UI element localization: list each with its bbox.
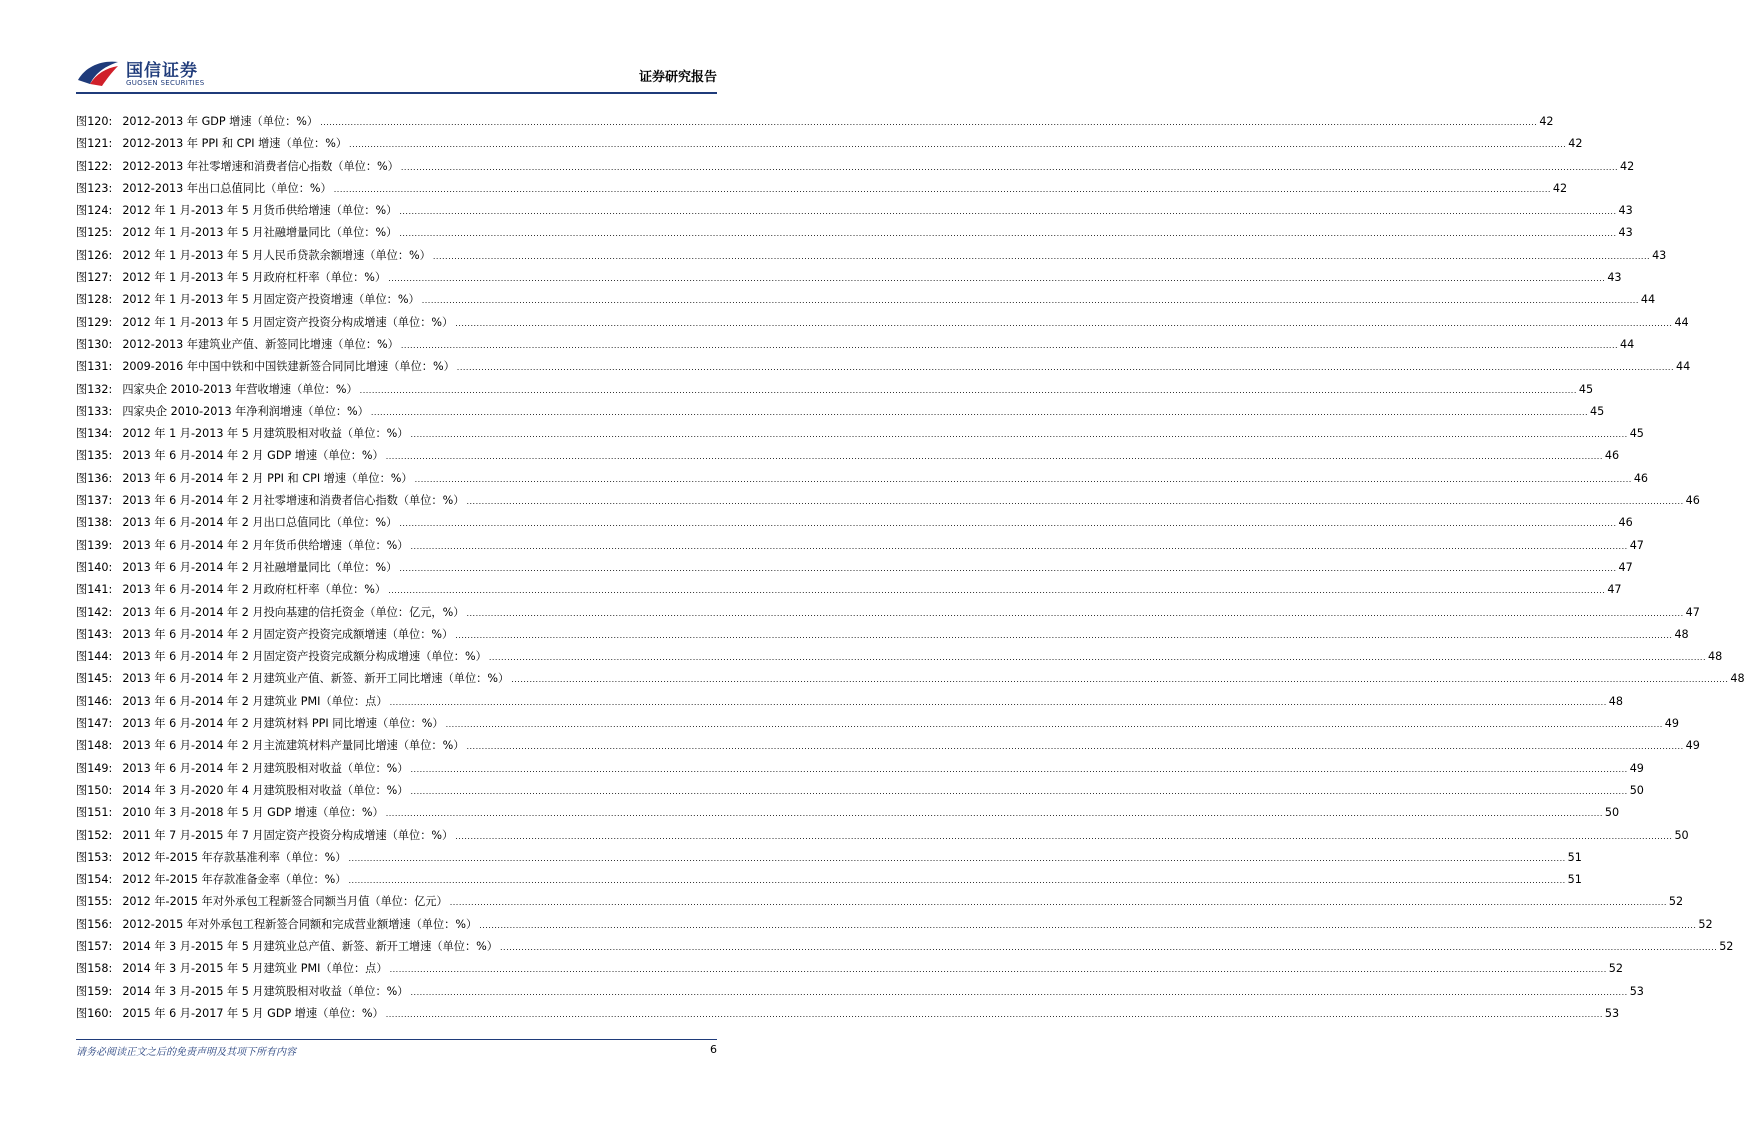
toc-leader-dots: ................................................................................................................................................................................................................................................................................................................................................................................................................ [399, 229, 1617, 239]
toc-entry[interactable] [76, 713, 1680, 735]
toc-leader-dots: ................................................................................................................................................................................................................................................................................................................................................................................................................ [359, 385, 1577, 395]
toc-entry-title[interactable]: 2012-2013 年社零增速和消费者信心指数（单位：%） [122, 159, 399, 173]
toc-entry-page[interactable]: 44 [1674, 315, 1689, 329]
toc-entry[interactable] [76, 557, 1633, 579]
toc-entry[interactable] [76, 691, 1623, 713]
toc-entry-page[interactable]: 46 [1685, 494, 1700, 508]
toc-entry-page[interactable]: 46 [1604, 449, 1620, 463]
toc-entry[interactable] [76, 490, 1700, 512]
toc-leader-dots: ................................................................................................................................................................................................................................................................................................................................................................................................................ [348, 876, 1566, 886]
toc-entry[interactable] [76, 958, 1623, 980]
toc-entry-label: 图140: [76, 560, 113, 574]
toc-entry-title[interactable]: 2012 年 1 月-2013 年 5 月建筑股相对收益（单位：%） [122, 427, 409, 441]
toc-entry[interactable] [76, 825, 1689, 847]
toc-entry-title[interactable]: 2011 年 7 月-2015 年 7 月固定资产投资分构成增速（单位：%） [122, 828, 454, 842]
toc-leader-dots: ................................................................................................................................................................................................................................................................................................................................................................................................................ [399, 519, 1617, 529]
toc-entry-label: 图148: [76, 739, 113, 753]
toc-entry-label: 图153: [76, 850, 113, 864]
toc-entry-label: 图124: [76, 204, 113, 218]
toc-leader-dots: ................................................................................................................................................................................................................................................................................................................................................................................................................ [388, 586, 1606, 596]
toc-entry-page[interactable]: 43 [1652, 248, 1667, 262]
toc-entry-page[interactable]: 50 [1674, 828, 1689, 842]
toc-entry-page[interactable]: 48 [1708, 650, 1723, 664]
toc-entry-page[interactable]: 44 [1675, 360, 1691, 374]
toc-entry-title[interactable]: 2012 年-2015 年存款准备金率（单位：%） [122, 873, 347, 887]
toc-entry-label: 图121: [76, 137, 113, 151]
toc-leader-dots: ................................................................................................................................................................................................................................................................................................................................................................................................................ [466, 497, 1684, 507]
toc-entry[interactable] [76, 780, 1644, 802]
report-type-label: 证券研究报告 [638, 70, 717, 85]
toc-entry[interactable] [76, 512, 1633, 534]
toc-entry[interactable] [76, 200, 1633, 222]
toc-entry-label: 图157: [76, 939, 113, 953]
toc-entry-title[interactable]: 2013 年 6 月-2014 年 2 月社融增量同比（单位：%） [122, 560, 398, 574]
toc-leader-dots: ................................................................................................................................................................................................................................................................................................................................................................................................................ [349, 140, 1567, 150]
toc-entry-label: 图126: [76, 248, 113, 262]
toc-entry-label: 图130: [76, 337, 113, 351]
toc-entry-title[interactable]: 2012-2013 年建筑业产值、新签同比增速（单位：%） [122, 337, 399, 351]
toc-entry-page[interactable]: 48 [1608, 694, 1623, 708]
toc-entry-title[interactable]: 2014 年 3 月-2015 年 5 月建筑业总产值、新签、新开工增速（单位：%） [122, 939, 498, 953]
toc-entry-page[interactable]: 51 [1567, 873, 1582, 887]
toc-entry-page[interactable]: 48 [1730, 672, 1745, 686]
toc-entry-label: 图120: [76, 115, 113, 128]
toc-entry-page[interactable]: 45 [1590, 404, 1605, 418]
toc-entry-page[interactable]: 50 [1604, 806, 1620, 820]
toc-entry-label: 图132: [76, 382, 113, 396]
toc-leader-dots: ................................................................................................................................................................................................................................................................................................................................................................................................................ [432, 251, 1651, 261]
toc-entry-title[interactable]: 2012 年 1 月-2013 年 5 月货币供给增速（单位：%） [122, 204, 398, 218]
toc-entry[interactable] [76, 156, 1635, 178]
logo-chinese-name: 国信证券 [126, 61, 198, 81]
toc-leader-dots: ................................................................................................................................................................................................................................................................................................................................................................................................................ [400, 162, 1619, 172]
toc-entry-title[interactable]: 2012 年 1 月-2013 年 5 月人民币贷款余额增速（单位：%） [122, 248, 431, 262]
toc-entry-page[interactable]: 42 [1620, 159, 1635, 173]
toc-entry-title[interactable]: 2014 年 3 月-2015 年 5 月建筑业 PMI（单位：点） [122, 962, 388, 976]
toc-entry-label: 图158: [76, 962, 113, 976]
header-divider [76, 92, 717, 94]
toc-leader-dots: ................................................................................................................................................................................................................................................................................................................................................................................................................ [511, 675, 1729, 685]
toc-entry-title[interactable]: 2013 年 6 月-2014 年 2 月政府杠杆率（单位：%） [122, 583, 387, 597]
toc-entry-page[interactable]: 47 [1607, 583, 1622, 597]
toc-entry-page[interactable]: 43 [1607, 271, 1622, 285]
toc-entry[interactable] [76, 356, 1691, 378]
toc-entry-label: 图129: [76, 315, 113, 329]
toc-entry-label: 图160: [76, 1006, 113, 1020]
toc-leader-dots: ................................................................................................................................................................................................................................................................................................................................................................................................................ [455, 318, 1673, 328]
toc-entry-page[interactable]: 45 [1578, 382, 1594, 396]
figure-table-of-contents [76, 111, 1745, 1025]
toc-entry-title[interactable]: 2013 年 6 月-2014 年 2 月建筑股相对收益（单位：%） [122, 761, 409, 775]
toc-entry-label: 图156: [76, 917, 113, 931]
toc-entry[interactable] [76, 602, 1700, 624]
toc-entry-title[interactable]: 2013 年 6 月-2014 年 2 月出口总值同比（单位：%） [122, 516, 398, 530]
toc-leader-dots: ................................................................................................................................................................................................................................................................................................................................................................................................................ [399, 563, 1617, 573]
toc-leader-dots: ................................................................................................................................................................................................................................................................................................................................................................................................................ [399, 207, 1617, 217]
toc-leader-dots: ................................................................................................................................................................................................................................................................................................................................................................................................................ [385, 809, 1603, 819]
toc-entry[interactable] [76, 178, 1568, 200]
toc-entry-page[interactable]: 43 [1618, 226, 1633, 240]
toc-entry[interactable] [76, 869, 1582, 891]
toc-entry-title[interactable]: 2012-2013 年 GDP 增速（单位：%） [122, 115, 319, 128]
toc-entry-label: 图135: [76, 449, 113, 463]
toc-entry-page[interactable]: 47 [1629, 538, 1644, 552]
toc-entry-page[interactable]: 49 [1664, 717, 1680, 731]
toc-entry[interactable] [76, 624, 1689, 646]
toc-entry-label: 图122: [76, 159, 113, 173]
toc-entry-title[interactable]: 2015 年 6 月-2017 年 5 月 GDP 增速（单位：%） [122, 1006, 384, 1020]
toc-entry[interactable] [76, 646, 1723, 668]
footer-divider [76, 1039, 717, 1040]
toc-leader-dots: ................................................................................................................................................................................................................................................................................................................................................................................................................ [456, 363, 1674, 373]
toc-entry-title[interactable]: 2014 年 3 月-2020 年 4 月建筑股相对收益（单位：%） [122, 783, 409, 797]
toc-entry-title[interactable]: 2012-2013 年 PPI 和 CPI 增速（单位：%） [122, 137, 348, 151]
toc-leader-dots: ................................................................................................................................................................................................................................................................................................................................................................................................................ [466, 608, 1684, 618]
toc-entry-title[interactable]: 2012 年 1 月-2013 年 5 月固定资产投资增速（单位：%） [122, 293, 420, 307]
page-number: 6 [710, 1043, 717, 1056]
toc-leader-dots: ................................................................................................................................................................................................................................................................................................................................................................................................................ [388, 274, 1606, 284]
toc-entry[interactable] [76, 847, 1582, 869]
toc-entry[interactable] [76, 133, 1583, 155]
toc-entry-page[interactable]: 46 [1633, 471, 1649, 485]
toc-entry-page[interactable]: 52 [1719, 939, 1734, 953]
toc-entry-label: 图155: [76, 895, 113, 909]
toc-entry-label: 图146: [76, 694, 113, 708]
toc-entry-page[interactable]: 49 [1685, 739, 1700, 753]
toc-entry-page[interactable]: 51 [1567, 850, 1582, 864]
toc-leader-dots: ................................................................................................................................................................................................................................................................................................................................................................................................................ [320, 118, 1538, 127]
toc-entry[interactable] [76, 936, 1734, 958]
toc-leader-dots: ................................................................................................................................................................................................................................................................................................................................................................................................................ [370, 407, 1589, 417]
toc-entry[interactable] [76, 267, 1622, 289]
toc-entry-label: 图139: [76, 538, 113, 552]
toc-entry[interactable] [76, 981, 1644, 1003]
toc-entry-page[interactable]: 48 [1674, 627, 1689, 641]
toc-leader-dots: ................................................................................................................................................................................................................................................................................................................................................................................................................ [488, 653, 1706, 663]
toc-entry-label: 图147: [76, 717, 113, 731]
toc-entry-label: 图137: [76, 494, 113, 508]
toc-entry[interactable] [76, 222, 1633, 244]
toc-leader-dots: ................................................................................................................................................................................................................................................................................................................................................................................................................ [400, 340, 1619, 350]
toc-leader-dots: ................................................................................................................................................................................................................................................................................................................................................................................................................ [421, 296, 1639, 306]
toc-leader-dots: ................................................................................................................................................................................................................................................................................................................................................................................................................ [385, 452, 1603, 462]
toc-entry[interactable] [76, 891, 1684, 913]
disclaimer-note: 请务必阅读正文之后的免责声明及其项下所有内容 [76, 1047, 296, 1058]
toc-leader-dots: ................................................................................................................................................................................................................................................................................................................................................................................................................ [410, 430, 1628, 440]
toc-entry-page[interactable]: 44 [1620, 337, 1635, 351]
toc-entry-label: 图123: [76, 181, 113, 195]
toc-entry-title[interactable]: 2013 年 6 月-2014 年 2 月建筑业 PMI（单位：点） [122, 694, 388, 708]
toc-entry-label: 图152: [76, 828, 113, 842]
toc-entry[interactable] [76, 379, 1594, 401]
guosen-logo-icon [76, 58, 120, 88]
toc-leader-dots: ................................................................................................................................................................................................................................................................................................................................................................................................................ [410, 987, 1628, 997]
toc-leader-dots: ................................................................................................................................................................................................................................................................................................................................................................................................................ [333, 184, 1551, 194]
toc-entry[interactable] [76, 245, 1667, 267]
toc-leader-dots: ................................................................................................................................................................................................................................................................................................................................................................................................................ [479, 920, 1697, 930]
toc-entry-label: 图141: [76, 583, 113, 597]
toc-leader-dots: ................................................................................................................................................................................................................................................................................................................................................................................................................ [410, 786, 1628, 796]
toc-entry-title[interactable]: 2013 年 6 月-2014 年 2 月社零增速和消费者信心指数（单位：%） [122, 494, 465, 508]
toc-leader-dots: ................................................................................................................................................................................................................................................................................................................................................................................................................ [455, 831, 1673, 841]
toc-entry[interactable] [76, 312, 1689, 334]
toc-entry-label: 图150: [76, 783, 113, 797]
toc-entry-page[interactable]: 52 [1698, 917, 1713, 931]
toc-entry-page[interactable]: 43 [1618, 204, 1633, 218]
toc-entry-title[interactable]: 2013 年 6 月-2014 年 2 月 PPI 和 CPI 增速（单位：%） [122, 471, 413, 485]
toc-entry-page[interactable]: 45 [1629, 427, 1644, 441]
toc-entry-title[interactable]: 四家央企 2010-2013 年净利润增速（单位：%） [122, 404, 369, 418]
toc-entry[interactable] [76, 445, 1620, 467]
toc-entry-label: 图125: [76, 226, 113, 240]
toc-entry-title[interactable]: 2013 年 6 月-2014 年 2 月固定资产投资完成额增速（单位：%） [122, 627, 454, 641]
toc-entry-title[interactable]: 2013 年 6 月-2014 年 2 月投向基建的信托资金（单位：亿元，%） [122, 605, 465, 619]
toc-leader-dots: ................................................................................................................................................................................................................................................................................................................................................................................................................ [410, 541, 1628, 551]
toc-entry-title[interactable]: 2013 年 6 月-2014 年 2 月建筑材料 PPI 同比增速（单位：%） [122, 717, 444, 731]
toc-entry-label: 图131: [76, 360, 113, 374]
toc-leader-dots: ................................................................................................................................................................................................................................................................................................................................................................................................................ [455, 630, 1673, 640]
toc-entry[interactable] [76, 735, 1700, 757]
toc-entry-page[interactable]: 47 [1685, 605, 1700, 619]
toc-leader-dots: ................................................................................................................................................................................................................................................................................................................................................................................................................ [466, 742, 1684, 752]
toc-entry-title[interactable]: 2012 年 1 月-2013 年 5 月政府杠杆率（单位：%） [122, 271, 387, 285]
toc-entry-label: 图138: [76, 516, 113, 530]
toc-entry-label: 图134: [76, 427, 113, 441]
toc-entry-title[interactable]: 2013 年 6 月-2014 年 2 月固定资产投资完成额分构成增速（单位：%） [122, 650, 487, 664]
toc-leader-dots: ................................................................................................................................................................................................................................................................................................................................................................................................................ [500, 942, 1718, 952]
toc-entry[interactable] [76, 535, 1644, 557]
toc-leader-dots: ................................................................................................................................................................................................................................................................................................................................................................................................................ [389, 697, 1607, 707]
toc-entry-page[interactable]: 42 [1552, 181, 1568, 195]
toc-entry-page[interactable]: 47 [1618, 560, 1633, 574]
toc-entry[interactable] [76, 401, 1605, 423]
toc-entry[interactable] [76, 668, 1745, 690]
toc-entry[interactable] [76, 111, 1554, 133]
toc-entry-label: 图133: [76, 404, 113, 418]
toc-leader-dots: ................................................................................................................................................................................................................................................................................................................................................................................................................ [389, 965, 1607, 975]
toc-entry-label: 图136: [76, 471, 113, 485]
toc-leader-dots: ................................................................................................................................................................................................................................................................................................................................................................................................................ [385, 1009, 1603, 1019]
toc-entry-page[interactable]: 44 [1640, 293, 1656, 307]
toc-entry-page[interactable]: 42 [1539, 115, 1554, 128]
toc-entry-label: 图145: [76, 672, 113, 686]
toc-leader-dots: ................................................................................................................................................................................................................................................................................................................................................................................................................ [348, 853, 1566, 863]
toc-entry-title[interactable]: 2012 年-2015 年对外承包工程新签合同额当月值（单位：亿元） [122, 895, 448, 909]
toc-entry-title[interactable]: 2013 年 6 月-2014 年 2 月 GDP 增速（单位：%） [122, 449, 384, 463]
toc-leader-dots: ................................................................................................................................................................................................................................................................................................................................................................................................................ [449, 898, 1667, 908]
toc-entry-page[interactable]: 49 [1629, 761, 1644, 775]
company-logo [76, 56, 236, 92]
toc-entry-label: 图143: [76, 627, 113, 641]
toc-entry-label: 图154: [76, 873, 113, 887]
toc-leader-dots: ................................................................................................................................................................................................................................................................................................................................................................................................................ [445, 720, 1663, 730]
toc-entry[interactable] [76, 334, 1635, 356]
toc-entry-page[interactable]: 46 [1618, 516, 1633, 530]
toc-entry-title[interactable]: 2012-2013 年出口总值同比（单位：%） [122, 181, 332, 195]
toc-entry-title[interactable]: 2013 年 6 月-2014 年 2 月建筑业产值、新签、新开工同比增速（单位：%） [122, 672, 510, 686]
toc-entry-page[interactable]: 42 [1568, 137, 1583, 151]
toc-entry[interactable] [76, 1003, 1620, 1025]
toc-entry-label: 图142: [76, 605, 113, 619]
toc-entry-label: 图149: [76, 761, 113, 775]
toc-entry-title[interactable]: 四家央企 2010-2013 年营收增速（单位：%） [122, 382, 358, 396]
toc-entry-label: 图144: [76, 650, 113, 664]
toc-entry-title[interactable]: 2010 年 3 月-2018 年 5 月 GDP 增速（单位：%） [122, 806, 384, 820]
toc-entry-title[interactable]: 2014 年 3 月-2015 年 5 月建筑股相对收益（单位：%） [122, 984, 409, 998]
toc-entry-page[interactable]: 50 [1629, 783, 1644, 797]
toc-entry[interactable] [76, 579, 1622, 601]
toc-entry-page[interactable]: 52 [1668, 895, 1684, 909]
toc-leader-dots: ................................................................................................................................................................................................................................................................................................................................................................................................................ [410, 764, 1628, 774]
toc-entry-page[interactable]: 53 [1604, 1006, 1620, 1020]
toc-entry-title[interactable]: 2012 年 1 月-2013 年 5 月固定资产投资分构成增速（单位：%） [122, 315, 454, 329]
toc-entry-label: 图127: [76, 271, 113, 285]
toc-entry-title[interactable]: 2013 年 6 月-2014 年 2 月主流建筑材料产量同比增速（单位：%） [122, 739, 465, 753]
toc-entry-page[interactable]: 53 [1629, 984, 1644, 998]
toc-entry-title[interactable]: 2012-2015 年对外承包工程新签合同额和完成营业额增速（单位：%） [122, 917, 478, 931]
toc-entry[interactable] [76, 802, 1620, 824]
toc-entry[interactable] [76, 289, 1656, 311]
toc-entry[interactable] [76, 468, 1649, 490]
toc-entry-label: 图128: [76, 293, 113, 307]
toc-entry-title[interactable]: 2012 年-2015 年存款基准利率（单位：%） [122, 850, 347, 864]
toc-entry-title[interactable]: 2009-2016 年中国中铁和中国铁建新签合同同比增速（单位：%） [122, 360, 455, 374]
toc-entry-page[interactable]: 52 [1608, 962, 1623, 976]
toc-entry-label: 图151: [76, 806, 113, 820]
toc-entry[interactable] [76, 423, 1644, 445]
toc-entry[interactable] [76, 758, 1644, 780]
logo-english-name: GUOSEN SECURITIES [126, 79, 205, 87]
toc-leader-dots: ................................................................................................................................................................................................................................................................................................................................................................................................................ [414, 474, 1632, 484]
toc-entry-title[interactable]: 2013 年 6 月-2014 年 2 月年货币供给增速（单位：%） [122, 538, 409, 552]
toc-entry[interactable] [76, 914, 1713, 936]
toc-entry-title[interactable]: 2012 年 1 月-2013 年 5 月社融增量同比（单位：%） [122, 226, 398, 240]
toc-entry-label: 图159: [76, 984, 113, 998]
